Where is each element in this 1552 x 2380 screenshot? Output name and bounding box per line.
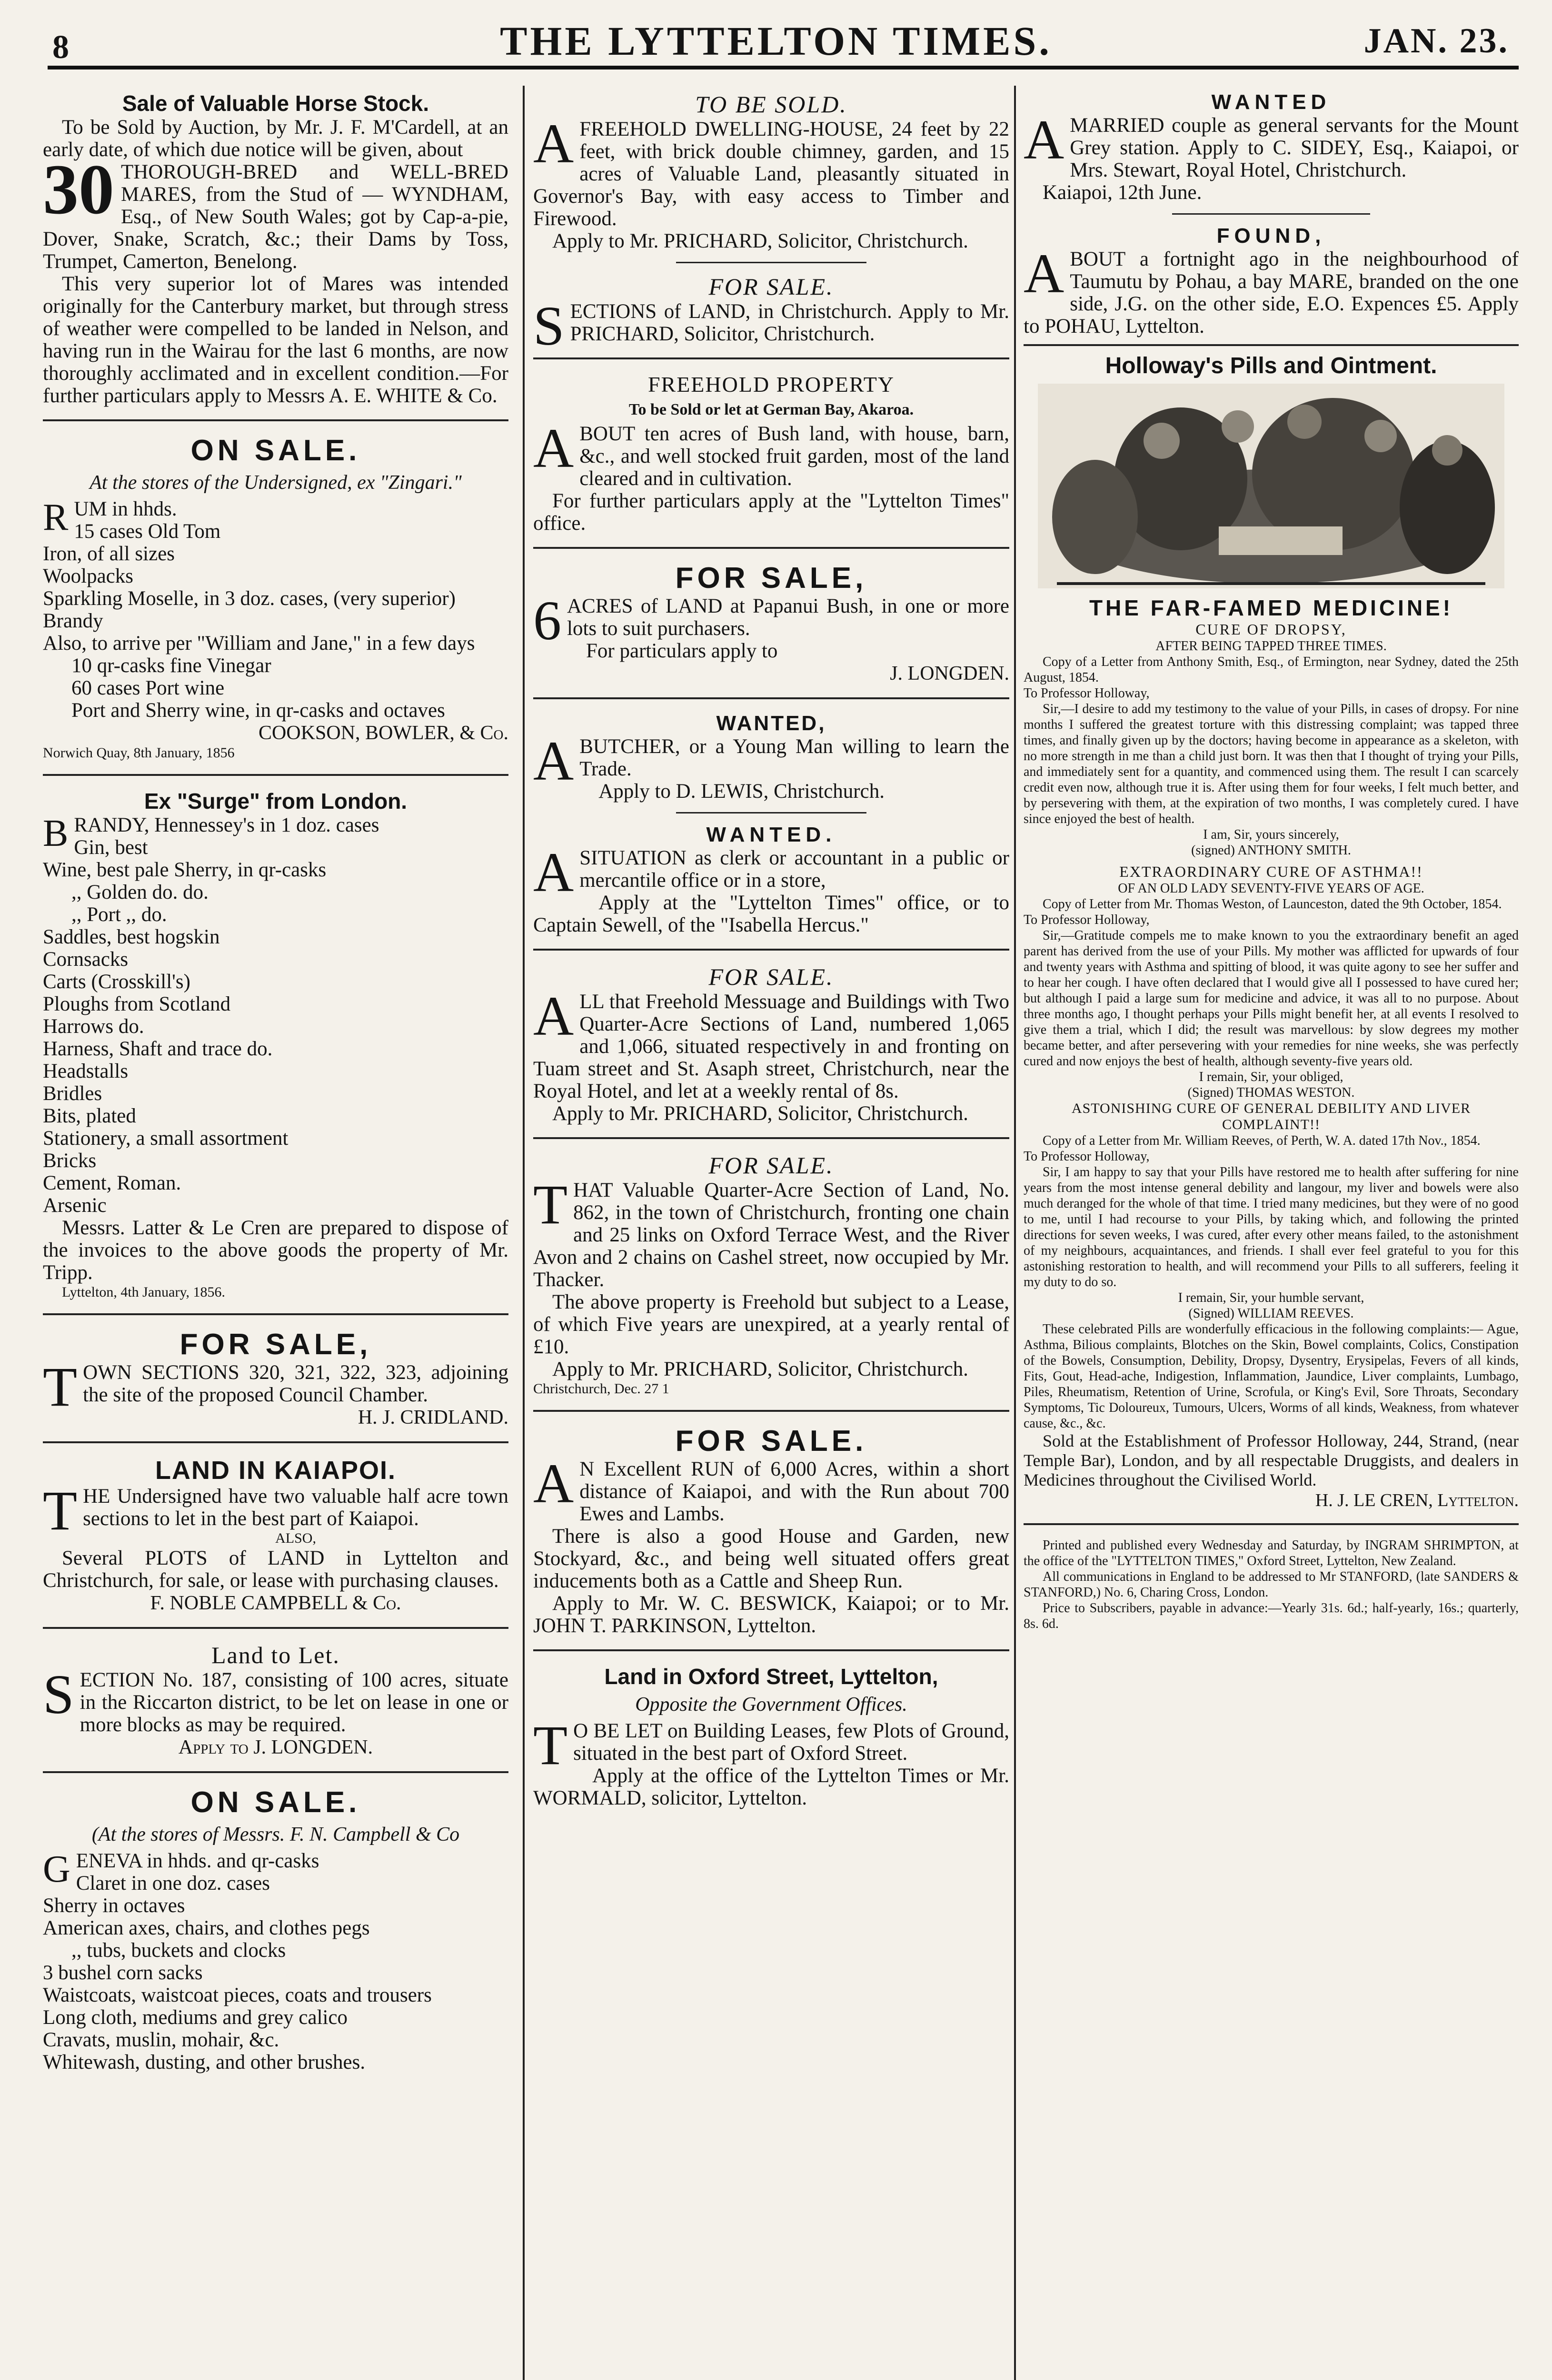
ad-on-sale-campbell [43,1785,508,2073]
ad-place-date: Lyttelton, 4th January, 1856. [62,1284,226,1300]
letter-body: Sir,—I desire to add my testimony to the value of your Pills, in cases of dropsy. For nine months I suffered the greatest torture with this distressing complaint; was tapped three times, and finally given up by the doctors; having become in appearance as a skeleton, with no more strength in me than a child just born. It was then that I thought of trying your Pills, and immediately sent for a quantity, and commenced using them. The result I can scarcely credit even now, although true it is. After using them for four weeks, I felt much better, and by persevering with them, at the expiration of two months, I was completely cured. I have since enjoyed the best of health. [1024,702,1519,826]
drop-cap: T [533,1173,568,1236]
ad-signature: H. J. LE CREN, Lyttelton. [1315,1490,1519,1510]
ad-papanui [533,561,1009,685]
list-item: Saddles, best hogskin [43,926,220,948]
testimonial-subtitle: AFTER BEING TAPPED THREE TIMES. [1155,639,1387,654]
drop-number: 30 [43,150,114,229]
testimonial-title: CURE OF DROPSY, [1195,621,1347,638]
also-label: ALSO, [275,1530,316,1546]
rule [43,1627,508,1629]
ad-body: Several PLOTS of LAND in Lyttelton and Christchurch, for sale, or lease with purchasing clauses. [43,1547,508,1592]
ad-land-to-let [43,1641,508,1759]
ad-signature: F. NOBLE CAMPBELL & Co. [150,1592,401,1614]
drop-cap: T [43,1479,78,1542]
issue-date: JAN. 23. [1363,21,1509,60]
masthead-rule [48,66,1519,69]
list-item: Gin, best [74,836,148,859]
goods-list [43,814,508,1217]
ad-heading: FOUND, [1216,224,1326,248]
ad-apply: Apply at the "Lyttelton Times" office, or to Captain Sewell, of the "Isabella Hercus." [533,892,1009,936]
list-item: 60 cases Port wine [71,677,225,699]
testimonial-title: ASTONISHING CURE OF GENERAL DEBILITY AND LIVER COMPLAINT!! [1071,1101,1471,1132]
rule [533,357,1009,359]
ad-heading: Land to Let. [211,1642,340,1668]
drop-cap: S [533,295,565,357]
ad-on-sale [43,434,508,762]
letter-signature: (Signed) THOMAS WESTON. [1187,1085,1355,1100]
ad-body: For particulars apply to [586,640,778,662]
imprint-text: All communications in England to be addressed to Mr STANFORD, (late SANDERS & STANFORD,) No. 6, Charing Cross, London. [1024,1569,1519,1600]
ad-body: BOUT a fortnight ago in the neighbourhood of Taumutu by Pohau, a bay MARE, branded on the one side, J.G. on the other side, E.O. Expences £5. Apply to POHAU, Lyttelton. [1024,248,1519,337]
imprint [1024,1537,1519,1632]
ad-heading: ON SALE. [190,1786,361,1819]
page-number: 8 [52,29,69,66]
ad-body: This very superior lot of Mares was intended originally for the Canterbury market, but through stress of weather were compelled to be landed in Nelson, and having run in the Wairau for the last 6 months, are now thoroughly acclimated and in excellent condition.—For further particulars apply to Messrs A. E. WHITE & Co. [43,273,508,407]
list-item: UM in hhds. [74,498,177,520]
drop-cap: T [43,1356,78,1418]
letter-body: Sir,—Gratitude compels me to make known to you the extraordinary benefit an aged parent has derived from the use of your Pills. My mother was afflicted for upwards of four and twenty years with Asthma and spitting of blood, it was quite agony to see her suffer and to hear her cough. I have often declared that I would give all I possessed to have cured her; but although I paid a large sum for medicine and advice, it was all to no purpose. About three months ago, I thought perhaps your Pills might benefit her, at all events I resolved to give them a trial, which I did; the result was marvellous: by slow degrees my mother became better, and after persevering with your remedies for nine weeks, she was perfectly cured and now enjoys the best of health, although seventy-five years old. [1024,928,1519,1069]
letter-salutation: To Professor Holloway, [1024,912,1150,927]
list-item: Arsenic [43,1194,107,1217]
ad-body: O BE LET on Building Leases, few Plots of Ground, situated in the best part of Oxford Street. [573,1720,1009,1765]
drop-cap: A [1024,109,1065,171]
ad-found-mare [1024,224,1519,337]
rule [533,949,1009,951]
ad-heading: WANTED [1211,90,1331,114]
drop-cap: A [533,841,574,903]
ad-lead: To be Sold by Auction, by Mr. J. F. M'Cardell, at an early date, of which due notice will be given, about [43,116,508,161]
letter-closing: I am, Sir, yours sincerely, [1203,827,1339,842]
ad-body: Sold at the Establishment of Professor Holloway, 244, Strand, (near Temple Bar), London, and by all respectable Druggists, and dealers in Medicines throughout the Civilised World. [1024,1431,1519,1489]
drop-cap: A [533,1452,574,1515]
ad-signature: H. J. CRIDLAND. [358,1407,508,1428]
rule [533,1137,1009,1139]
newspaper-title: THE LYTTELTON TIMES. [500,18,1052,64]
ad-heading: Sale of Valuable Horse Stock. [122,91,429,116]
ad-signature: J. LONGDEN. [890,663,1009,684]
list-item: Cravats, muslin, mohair, &c. [43,2029,279,2051]
ad-body: ACRES of LAND at Papanui Bush, in one or more lots to suit purchasers. [567,595,1009,640]
list-item: Bits, plated [43,1105,136,1127]
list-item: Sparkling Moselle, in 3 doz. cases, (very superior) [43,587,456,610]
rule [676,812,866,813]
list-item: Brandy [43,610,103,632]
column-divider [1014,86,1016,2380]
list-item: Woolpacks [43,565,133,587]
ad-tuam-street [533,963,1009,1125]
ad-apply: Apply to D. LEWIS, Christchurch. [598,780,885,803]
list-item: Waistcoats, waistcoat pieces, coats and trousers [43,1984,432,2006]
holloway-engraving [1038,384,1504,588]
rule [533,1410,1009,1412]
list-item: Port and Sherry wine, in qr-casks and octaves [71,699,445,722]
ad-heading: Ex "Surge" from London. [144,789,408,813]
ad-body: THOROUGH-BRED and WELL-BRED MARES, from the Stud of — WYNDHAM, Esq., of New South Wales; got by Cap-a-pie, Dover, Snake, Scratch, &c.; their Dams by Toss, Trumpet, Camerton, Benelong. [43,161,508,273]
ad-heading: TO BE SOLD. [695,91,847,118]
ad-signature: COOKSON, BOWLER, & Co. [259,722,508,744]
rule [533,1649,1009,1651]
list-item: Stationery, a small assortment [43,1127,289,1150]
list-item: Whitewash, dusting, and other brushes. [43,2051,366,2073]
list-item: ,, Golden do. do. [71,881,209,903]
list-item: Iron, of all sizes [43,543,175,565]
list-item: ENEVA in hhds. and qr-casks [76,1850,319,1872]
list-item: RANDY, Hennessey's in 1 doz. cases [74,814,379,836]
ad-sections-christchurch [533,273,1009,357]
list-item: Bridles [43,1082,102,1105]
ad-heading: ON SALE. [190,434,361,467]
testimonial-subtitle: OF AN OLD LADY SEVENTY-FIVE YEARS OF AGE. [1118,881,1424,896]
ad-heading: FOR SALE. [675,1425,867,1458]
drop-cap: R [43,496,69,538]
rule [1024,344,1519,346]
ad-heading: WANTED, [716,712,826,735]
ad-body: OWN SECTIONS 320, 321, 322, 323, adjoining the site of the proposed Council Chamber. [83,1361,508,1406]
list-item: Sherry in octaves [43,1894,185,1917]
ad-body: ECTION No. 187, consisting of 100 acres, situate in the Riccarton district, to be let on lease in one or more blocks as may be required. [80,1669,508,1736]
letter-salutation: To Professor Holloway, [1024,686,1150,701]
list-item: Headstalls [43,1060,129,1082]
ad-apply: Apply to Mr. PRICHARD, Solicitor, Christchurch. [552,1358,968,1380]
ad-subheading: To be Sold or let at German Bay, Akaroa. [628,401,914,418]
imprint-text: Price to Subscribers, payable in advance:—Yearly 31s. 6d.; half-yearly, 16s.; quarterly, 8s. 6d. [1024,1601,1519,1631]
rule [43,1771,508,1773]
list-item: Harrows do. [43,1015,144,1038]
rule [533,697,1009,699]
drop-cap: T [533,1714,568,1776]
column-3 [1024,90,1519,2380]
list-item: Harness, Shaft and trace do. [43,1038,273,1060]
ad-oxford-street [533,1664,1009,1809]
letter-body: Sir, I am happy to say that your Pills have restored me to health after suffering for nine years from the most intense general debility and langour, my liver and bowels were also much deranged for the whole of that time. I tried many medicines, but they were of no good to me, until I had recourse to your Pills, by taking which, and following the printed directions for seven weeks, I was cured, after every other means failed, to the astonishment of my neighbours, acquaintances, and friends. I shall ever feel grateful to you for this astonishing restoration to health, and will recommend your Pills to all sufferers, feeling it my duty to do so. [1024,1165,1519,1289]
ad-body: Messrs. Latter & Le Cren are prepared to dispose of the invoices to the above goods the property of Mr. Tripp. [43,1217,508,1284]
ad-apply: Apply at the office of the Lyttelton Times or Mr. WORMALD, solicitor, Lyttelton. [533,1765,1009,1809]
list-item: 15 cases Old Tom [74,520,221,543]
ad-body: ECTIONS of LAND, in Christchurch. Apply to Mr. PRICHARD, Solicitor, Christchurch. [570,300,1009,345]
ad-body: BUTCHER, or a Young Man willing to learn the Trade. [579,735,1009,780]
ad-body: MARRIED couple as general servants for the Mount Grey station. Apply to C. SIDEY, Esq., Kaiapoi, or Mrs. Stewart, Royal Hotel, Christchurch. [1070,114,1519,181]
masthead [0,0,1552,67]
ad-butcher-wanted [533,712,1009,803]
list-item: Carts (Crosskill's) [43,971,190,993]
list-item: Long cloth, mediums and grey calico [43,2006,348,2029]
list-item: 10 qr-casks fine Vinegar [71,654,271,677]
ad-to-be-sold [533,90,1009,252]
rule [43,1313,508,1315]
letter-closing: I remain, Sir, your obliged, [1199,1070,1343,1084]
ad-body: BOUT ten acres of Bush land, with house, barn, &c., and well stocked fruit garden, most of the land cleared and in cultivation. [579,423,1009,490]
ad-body: SITUATION as clerk or accountant in a public or mercantile office or in a store, [579,847,1009,892]
ad-heading: Land in Oxford Street, Lyttelton, [604,1664,938,1689]
list-item: American axes, chairs, and clothes pegs [43,1917,370,1939]
drop-cap: 6 [533,589,561,652]
ad-situation-wanted [533,823,1009,936]
ad-apply: Apply to Mr. W. C. BESWICK, Kaiapoi; or to Mr. JOHN T. PARKINSON, Lyttelton. [533,1592,1009,1637]
imprint-text: Printed and published every Wednesday and Saturday, by INGRAM SHRIMPTON, at the office of the "LYTTELTON TIMES," Oxford Street, Lyttelton, New Zealand. [1024,1538,1519,1568]
list-item: Bricks [43,1150,97,1172]
ad-banner: THE FAR-FAMED MEDICINE! [1089,595,1453,620]
list-item: Claret in one doz. cases [76,1872,270,1894]
column-2 [533,90,1009,2380]
ad-body: FREEHOLD DWELLING-HOUSE, 24 feet by 22 feet, with brick double chimney, garden, and 15 acres of Valuable Land, pleasantly situated in Governor's Bay, with easy access to Timber and Firewood. [533,118,1009,230]
ad-signature: Apply to J. LONGDEN. [178,1736,373,1758]
list-item: ,, tubs, buckets and clocks [71,1939,286,1962]
column-divider [523,86,525,2380]
goods-list [43,1850,508,2073]
ad-body: HE Undersigned have two valuable half acre town sections to let in the best part of Kaiapoi. [83,1485,508,1530]
ad-place-date: Christchurch, Dec. 27 1 [533,1381,669,1397]
list-item: Also, to arrive per "William and Jane," in a few days [43,632,475,654]
complaints-list: These celebrated Pills are wonderfully efficacious in the following complaints:— Ague, Asthma, Bilious complaints, Blotches on the Skin, Bowel complaints, Colics, Constipation of the Bowels, Consumption, Debility, Dropsy, Dysentry, Erysipelas, Fevers of all kinds, Fits, Gout, Head-ache, Indigestion, Inflammation, Jaundice, Liver complaints, Lumbago, Piles, Rheumatism, Retention of Urine, Scrofula, or King's Evil, Sore Throats, Secondary Symptoms, Tic Doloureux, Tumours, Ulcers, Worms of all kinds, Weakness, from whatever cause, &c., &c. [1024,1322,1519,1431]
drop-cap: A [533,985,574,1047]
rule [43,1441,508,1443]
ad-heading: FOR SALE, [179,1328,372,1361]
ad-run-for-sale [533,1424,1009,1637]
list-item: Cement, Roman. [43,1172,181,1194]
column-1 [43,90,508,2380]
ad-heading: FOR SALE, [675,562,867,595]
letter-source: Copy of Letter from Mr. Thomas Weston, of Launceston, dated the 9th October, 1854. [1043,897,1502,912]
ad-land-kaiapoi [43,1456,508,1615]
list-item: Ploughs from Scotland [43,993,231,1015]
ad-surge [43,788,508,1301]
ad-body: The above property is Freehold but subject to a Lease, of which Five years are unexpired, at a yearly rental of £10. [533,1291,1009,1358]
ad-town-sections [43,1328,508,1429]
ad-body: For further particulars apply at the "Lyttelton Times" office. [533,490,1009,535]
drop-cap: B [43,813,69,854]
list-item: Cornsacks [43,948,129,971]
letter-salutation: To Professor Holloway, [1024,1149,1150,1164]
ad-body: HAT Valuable Quarter-Acre Section of Land, No. 862, in the town of Christchurch, fronting one chain and 25 links on Oxford Terrace West, and the River Avon and 2 chains on Cashel street, now occupied by Mr. Thacker. [533,1179,1009,1291]
rule [1024,1523,1519,1525]
rule [533,547,1009,549]
ad-heading: FREEHOLD PROPERTY [647,372,895,397]
drop-cap: A [1024,242,1065,305]
ad-apply: Apply to Mr. PRICHARD, Solicitor, Christchurch. [552,1102,968,1125]
letter-source: Copy of a Letter from Mr. William Reeves, of Perth, W. A. dated 17th Nov., 1854. [1043,1133,1481,1148]
ad-heading: Holloway's Pills and Ointment. [1105,353,1437,378]
letter-signature: (Signed) WILLIAM REEVES. [1188,1306,1354,1321]
rule [1172,213,1370,215]
letter-source: Copy of a Letter from Anthony Smith, Esq., of Ermington, near Sydney, dated the 25th August, 1854. [1024,654,1519,685]
ad-subheading: At the stores of the Undersigned, ex "Zingari." [90,472,462,494]
ad-heading: WANTED. [706,823,836,846]
ad-place-date: Kaiapoi, 12th June. [1043,181,1202,204]
ad-servants-wanted [1024,90,1519,204]
ad-subheading: (At the stores of Messrs. F. N. Campbell & Co [91,1824,460,1845]
ad-heading: FOR SALE. [708,273,834,300]
ad-holloway [1024,353,1519,1511]
drop-cap: A [533,112,574,175]
ad-body: LL that Freehold Messuage and Buildings with Two Quarter-Acre Sections of Land, numbered 1,065 and 1,066, situated respectively in and fronting on Tuam street and St. Asaph street, Christchurch, near the Royal Hotel, and let at a weekly rental of 8s. [533,991,1009,1102]
letter-signature: (signed) ANTHONY SMITH. [1191,843,1351,858]
ad-heading: LAND IN KAIAPOI. [155,1456,396,1485]
ad-place-date: Norwich Quay, 8th January, 1856 [43,745,235,761]
rule [43,774,508,776]
ad-body: There is also a good House and Garden, new Stockyard, &c., and being well situated offers great inducements both as a Cattle and Sheep Run. [533,1525,1009,1592]
letter-closing: I remain, Sir, your humble servant, [1178,1290,1364,1305]
ad-apply: Apply to Mr. PRICHARD, Solicitor, Christchurch. [552,230,968,252]
goods-list [43,498,508,722]
ad-subheading: Opposite the Government Offices. [635,1694,907,1716]
drop-cap: A [533,417,574,479]
rule [43,419,508,421]
ad-horse-stock [43,90,508,407]
ad-heading: FOR SALE. [708,1152,834,1179]
drop-cap: A [533,730,574,792]
list-item: Wine, best pale Sherry, in qr-casks [43,859,327,881]
drop-cap: G [43,1848,70,1890]
rule [676,262,866,263]
testimonial-title: EXTRAORDINARY CURE OF ASTHMA!! [1119,863,1423,880]
list-item: 3 bushel corn sacks [43,1962,203,1984]
ad-body: N Excellent RUN of 6,000 Acres, within a short distance of Kaiapoi, and with the Run about 700 Ewes and Lambs. [579,1458,1009,1525]
list-item: ,, Port ,, do. [71,903,167,926]
ad-heading: FOR SALE. [708,963,834,990]
ad-freehold-property [533,372,1009,535]
ad-quarter-acre [533,1151,1009,1398]
drop-cap: S [43,1663,74,1726]
